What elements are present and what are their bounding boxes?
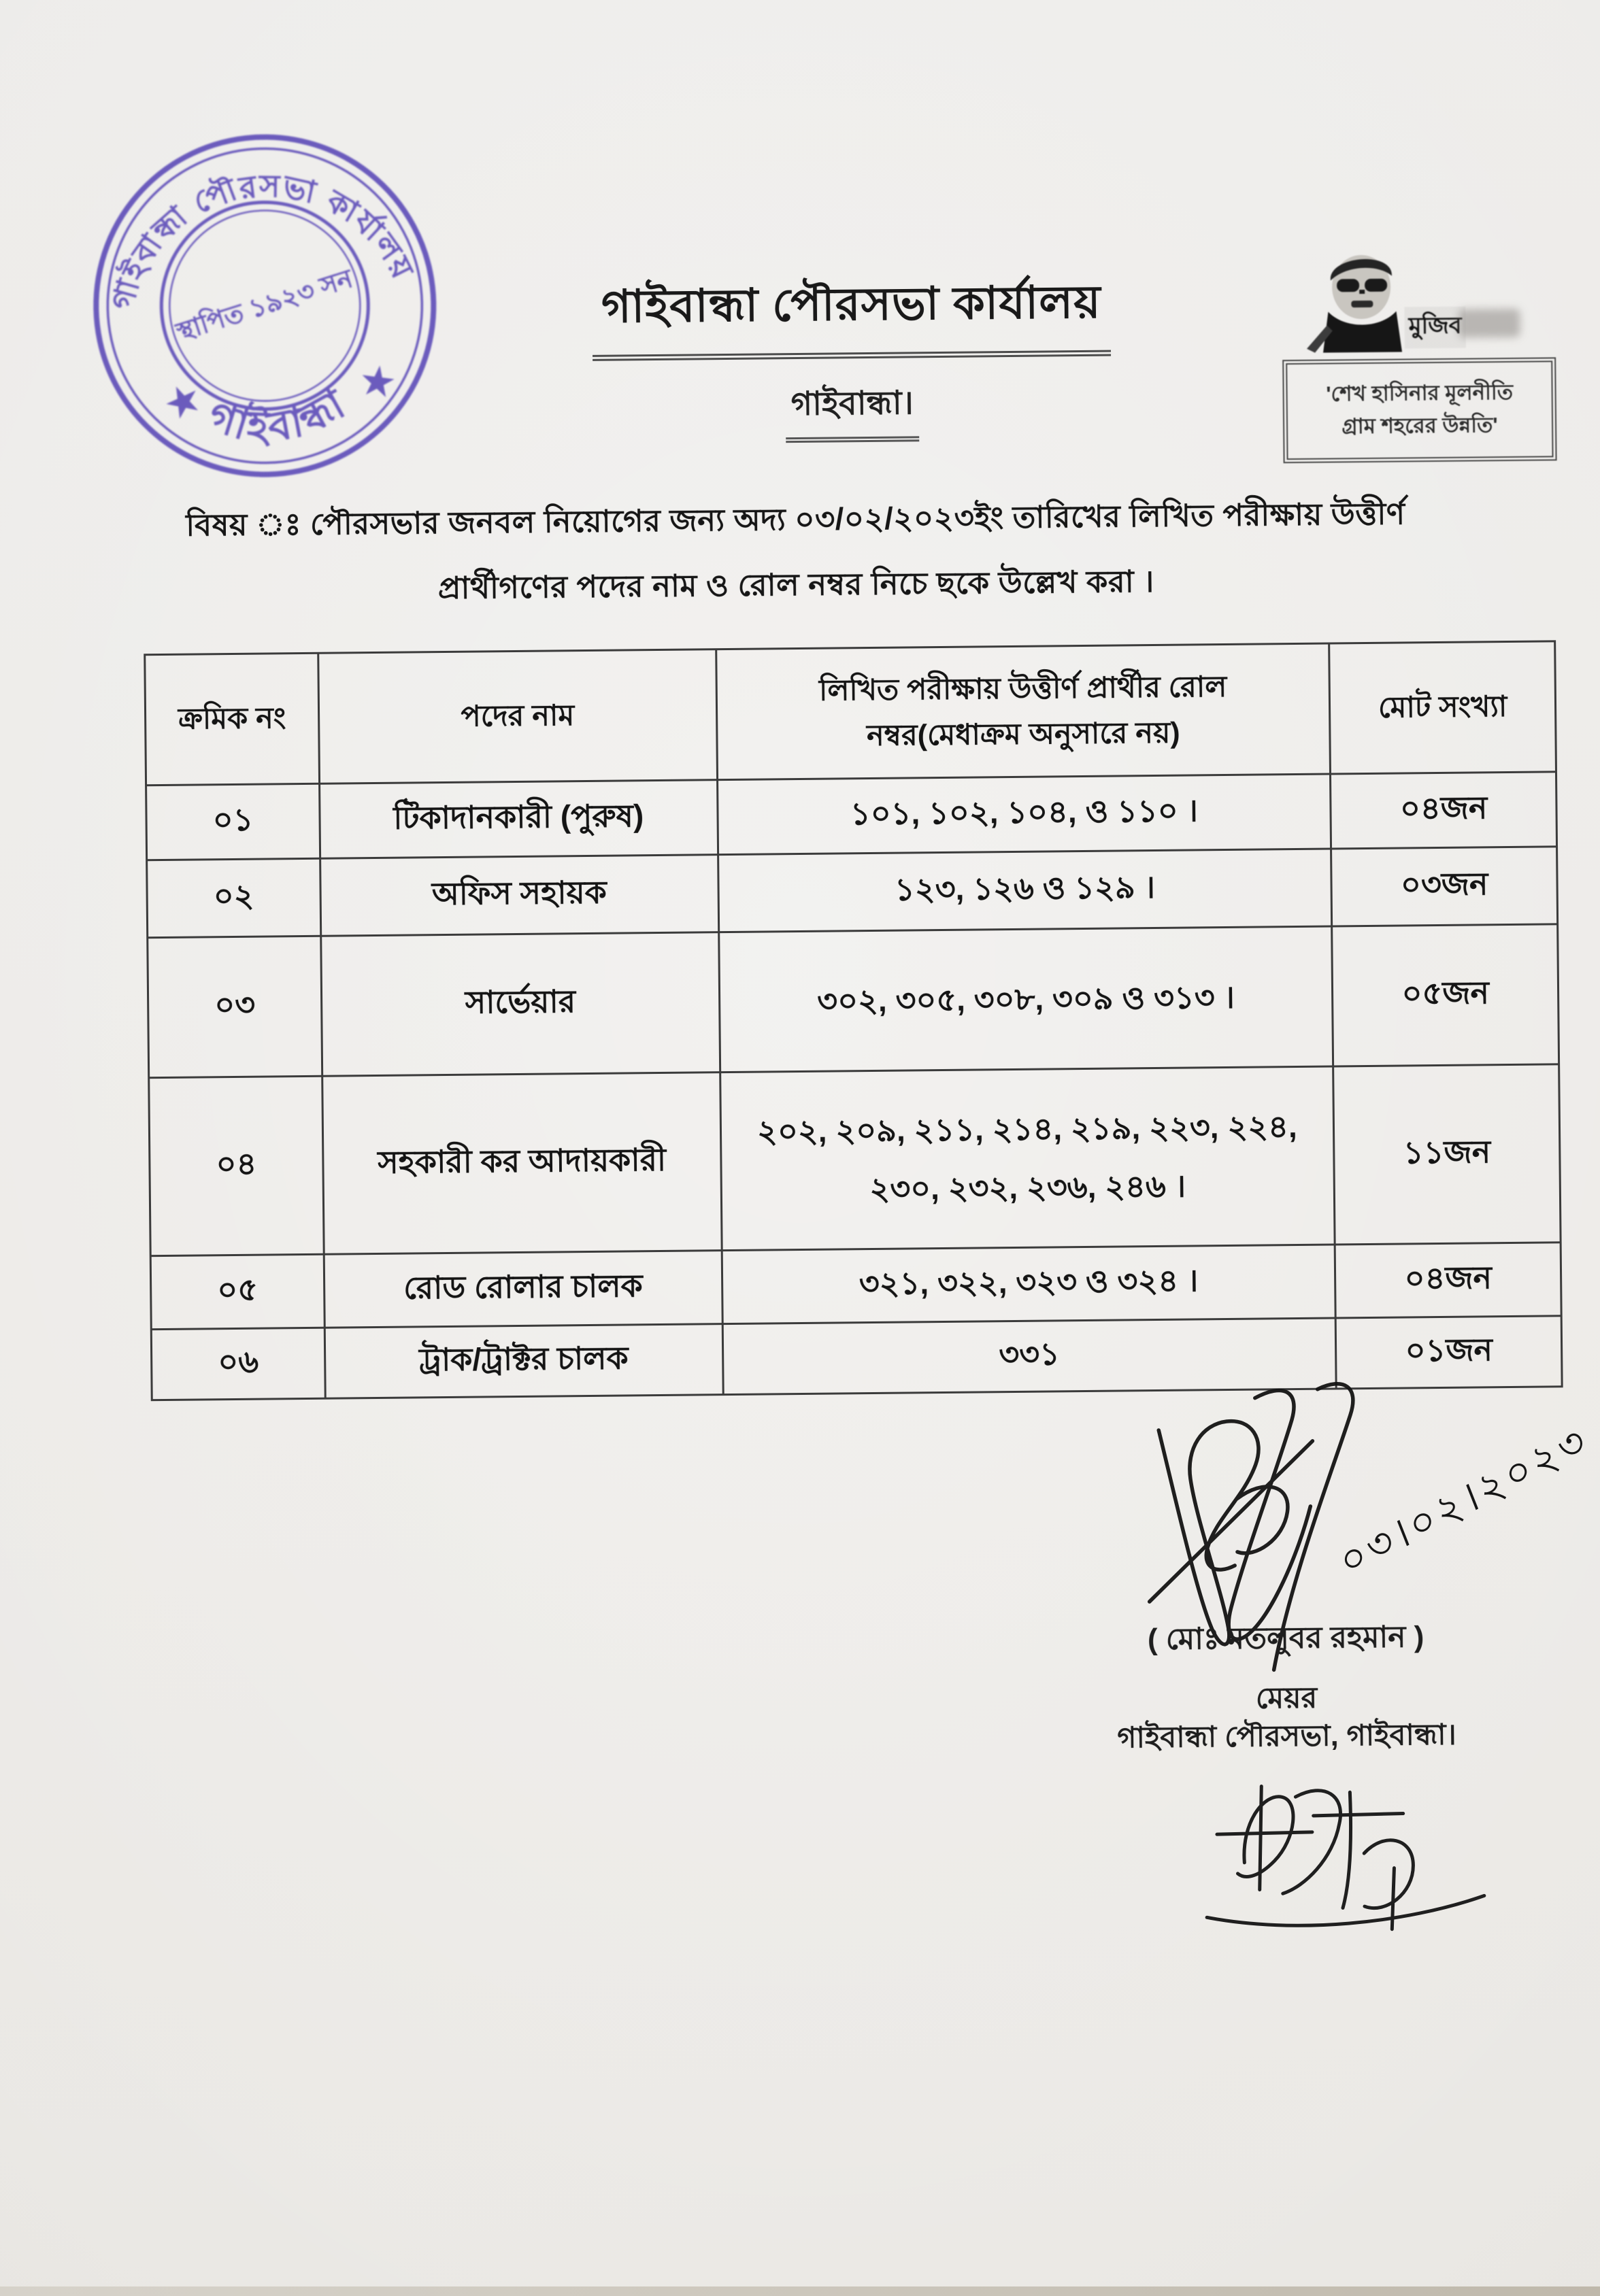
cell-total: ০৪জন (1331, 772, 1557, 849)
seal-star-right-icon: ★ (356, 356, 400, 408)
cell-rolls: ৩০২, ৩০৫, ৩০৮, ৩০৯ ও ৩১৩ । (718, 926, 1333, 1073)
office-title: গাইবান্ধা পৌরসভা কার্যালয় (592, 268, 1112, 361)
cell-post: টিকাদানকারী (পুরুষ) (320, 780, 718, 859)
cell-serial: ০১ (146, 783, 320, 860)
signatory-office: গাইবান্ধা পৌরসভা, গাইবান্ধা। (1117, 1718, 1457, 1755)
header-post: পদের নাম (318, 649, 717, 784)
seal-top-text: গাইবান্ধা পৌরসভা কার্যালয় (104, 168, 422, 314)
signatory-designation: মেয়র (1255, 1681, 1318, 1715)
subject-line-1: বিষয় ঃ পৌরসভার জনবল নিয়োগের জন্য অদ্য ০৩/০২/২০২৩ইং তারিখের লিখিত পরীক্ষায় উত্তীর্ণ (185, 496, 1405, 543)
mujib100-logo (1297, 243, 1543, 357)
slogan-line-1: 'শেখ হাসিনার মূলনীতি (1326, 379, 1514, 406)
header-total: মোট সংখ্যা (1329, 641, 1556, 774)
cell-serial: ০৬ (151, 1328, 325, 1400)
result-table (144, 640, 1563, 1401)
cell-total: ১১জন (1333, 1064, 1561, 1245)
cell-total: ০৩জন (1331, 847, 1558, 926)
seal-star-left-icon: ★ (156, 372, 210, 431)
cell-post: রোড রোলার চালক (324, 1251, 722, 1328)
logo-title: মুজিব (1404, 307, 1466, 349)
cell-total: ০১জন (1335, 1316, 1562, 1389)
table-row (149, 1064, 1561, 1256)
signatory-name: ( মোঃ মতলুবর রহমান ) (1147, 1620, 1424, 1657)
cell-total: ০৪জন (1335, 1243, 1561, 1318)
cell-serial: ০৩ (148, 936, 322, 1077)
subject-block (78, 480, 1514, 624)
slogan-box (1282, 357, 1556, 463)
table-row (146, 772, 1557, 860)
cell-rolls: ১০১, ১০২, ১০৪, ও ১১০ । (717, 774, 1331, 855)
office-subtitle: গাইবান্ধা। (785, 378, 919, 443)
cell-serial: ০৫ (150, 1254, 324, 1329)
logo-smudge (1459, 309, 1520, 338)
header-serial: ক্রমিক নং (145, 653, 320, 785)
cell-serial: ০২ (147, 858, 321, 937)
header-rolls: লিখিত পরীক্ষায় উত্তীর্ণ প্রার্থীর রোল নম্বর(মেধাক্রম অনুসারে নয়) (716, 643, 1331, 780)
seal-center-text: স্থাপিত ১৯২৩ সন (173, 265, 356, 348)
cell-rolls: ১২৩, ১২৬ ও ১২৯ । (718, 849, 1332, 932)
cell-post: সার্ভেয়ার (321, 932, 720, 1077)
slogan-line-2: গ্রাম শহরের উন্নতি' (1341, 413, 1498, 439)
cell-post: সহকারী কর আদায়কারী (322, 1073, 722, 1255)
secondary-signature-scribble (1178, 1751, 1500, 1958)
table-header-row (145, 641, 1556, 786)
letterhead (443, 266, 1261, 446)
cell-rolls: ৩৩১ (722, 1318, 1337, 1395)
cell-rolls: ২০২, ২০৯, ২১১, ২১৪, ২১৯, ২২৩, ২২৪, ২৩০, ২৩২, ২৩৬, ২৪৬ । (720, 1066, 1335, 1251)
subject-line-2: প্রার্থীগণের পদের নাম ও রোল নম্বর নিচে ছকে উল্লেখ করা । (437, 563, 1154, 606)
cell-post: ট্রাক/ট্রাক্টর চালক (324, 1324, 723, 1399)
office-seal-stamp (69, 110, 461, 502)
cell-rolls: ৩২১, ৩২২, ৩২৩ ও ৩২৪ । (722, 1245, 1336, 1324)
table-row (147, 847, 1558, 938)
table-row (150, 1243, 1561, 1330)
cell-total: ০৫জন (1332, 924, 1559, 1066)
handwritten-date: ০৩।০২।২০২৩ (1333, 1415, 1595, 1586)
table-row (148, 924, 1559, 1078)
cell-post: অফিস সহায়ক (320, 855, 719, 936)
cell-serial: ০৪ (149, 1076, 324, 1255)
seal-icon (69, 110, 461, 502)
seal-bottom-text: গাইবান্ধা (203, 379, 355, 451)
